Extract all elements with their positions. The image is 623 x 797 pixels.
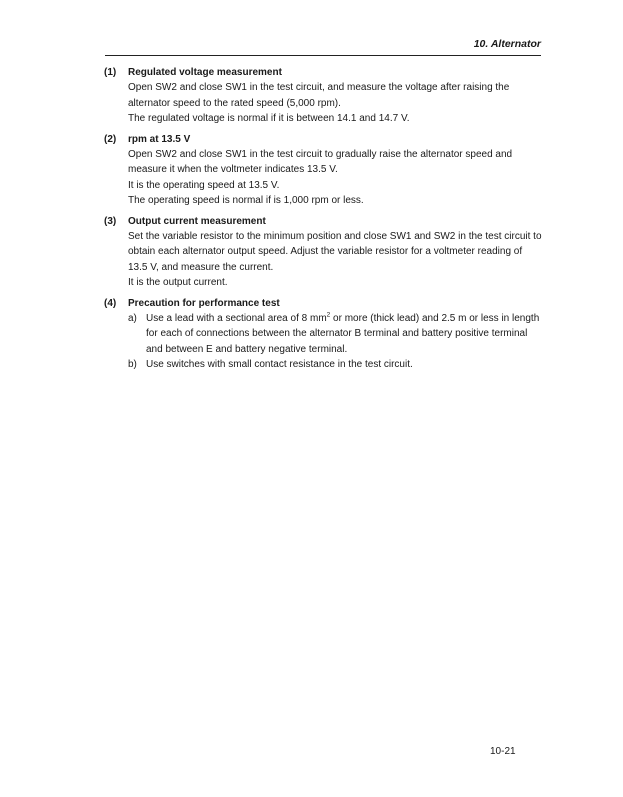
list-item xyxy=(128,311,544,358)
section-title: Precaution for performance test xyxy=(128,297,280,309)
section-number: (1) xyxy=(104,67,117,78)
page-header-title: 10. Alternator xyxy=(473,38,541,50)
page-number: 10-21 xyxy=(490,746,516,757)
section-title: rpm at 13.5 V xyxy=(128,133,191,145)
section-body xyxy=(128,229,544,291)
list-item-label: b) xyxy=(128,359,137,370)
paragraph: It is the operating speed at 13.5 V. xyxy=(128,179,280,191)
paragraph: Open SW2 and close SW1 in the test circuit, and measure the voltage after raising the alternator speed to the rated speed (5,000 rpm). xyxy=(128,82,510,109)
paragraph: Set the variable resistor to the minimum position and close SW1 and SW2 in the test circuit to obtain each alternator output speed. Adjust the variable resistor for a voltmeter reading of 13.5 V, and measure the current. xyxy=(128,230,542,273)
text-segment: Use a lead with a sectional area of 8 mm xyxy=(146,312,327,324)
section-body xyxy=(128,80,544,127)
text-segment: or more (thick lead) and 2.5 m or less in length for each of connections between the alternator B terminal and battery positive terminal and between E and battery negative terminal. xyxy=(146,312,540,355)
section-precaution xyxy=(104,297,544,373)
list-item xyxy=(128,357,544,373)
list-item-text: Use switches with small contact resistance in the test circuit. xyxy=(146,359,413,370)
paragraph: The operating speed is normal if is 1,000 rpm or less. xyxy=(128,195,364,206)
section-number: (4) xyxy=(104,297,117,309)
list-item-label: a) xyxy=(128,312,137,324)
paragraph: The regulated voltage is normal if it is between 14.1 and 14.7 V. xyxy=(128,113,410,124)
page-content xyxy=(104,66,544,379)
section-body xyxy=(128,311,544,373)
section-body xyxy=(128,147,544,209)
section-output-current xyxy=(104,215,544,291)
section-title: Output current measurement xyxy=(128,215,266,227)
section-number: (2) xyxy=(104,133,117,145)
section-title: Regulated voltage measurement xyxy=(128,67,282,78)
paragraph: Open SW2 and close SW1 in the test circuit to gradually raise the alternator speed and measure it when the voltmeter indicates 13.5 V. xyxy=(128,148,513,175)
list-item-text xyxy=(146,311,544,358)
section-regulated-voltage xyxy=(104,66,544,127)
superscript: 2 xyxy=(326,311,331,319)
header-divider xyxy=(105,55,541,56)
paragraph: It is the output current. xyxy=(128,277,228,288)
section-rpm-at-13-5v xyxy=(104,133,544,209)
section-number: (3) xyxy=(104,215,117,227)
